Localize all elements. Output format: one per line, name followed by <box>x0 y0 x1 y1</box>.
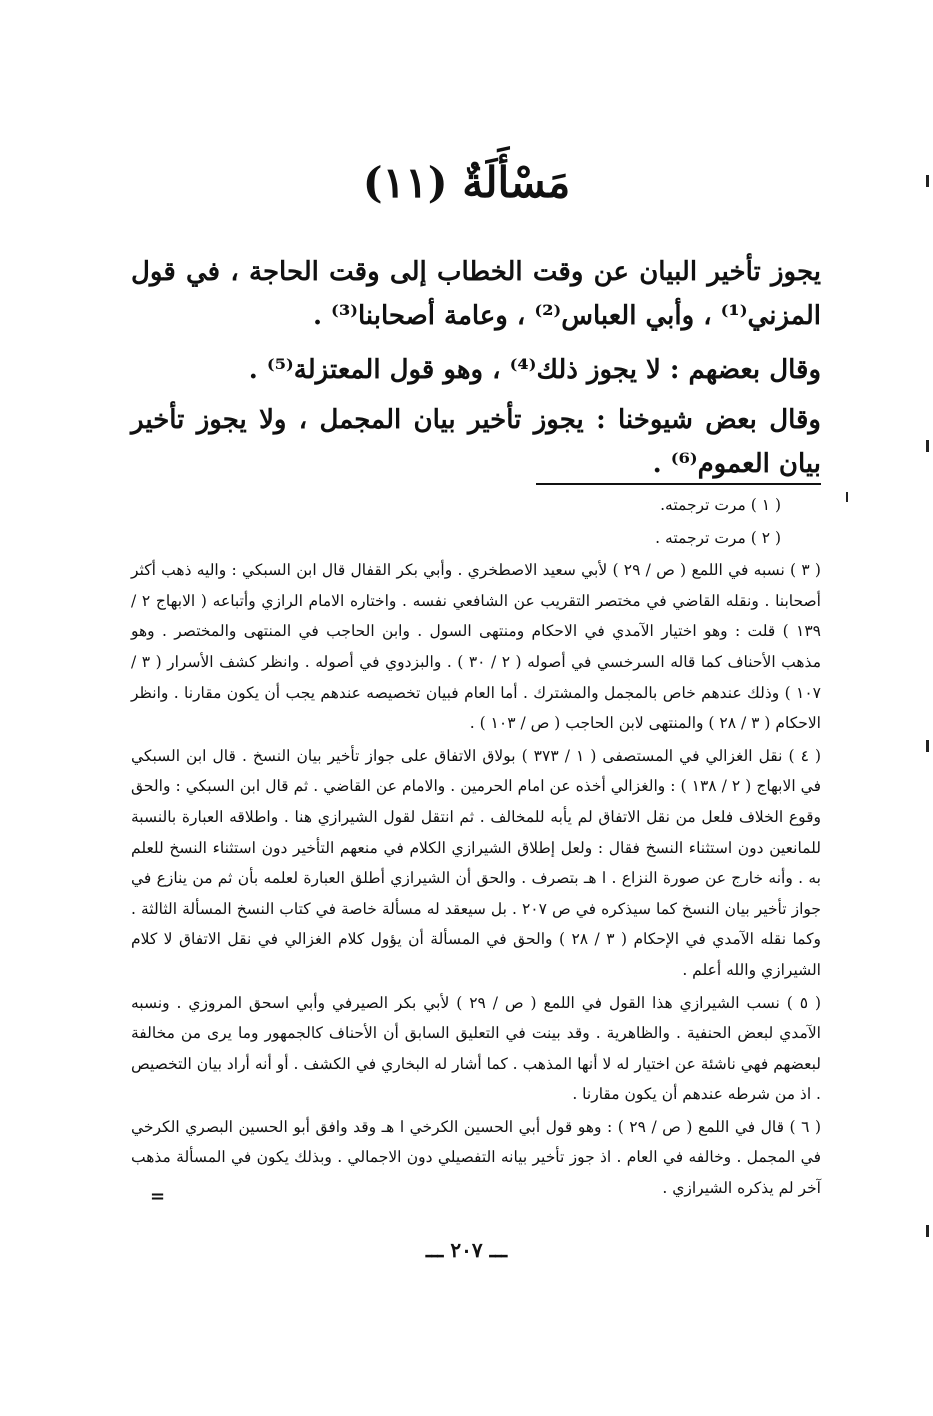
margin-mark <box>926 440 929 452</box>
footnote-2 <box>131 523 821 554</box>
footnote-2-text: ( ٢ ) مرت ترجمته . <box>655 528 781 547</box>
footnote-separator <box>536 483 821 485</box>
margin-mark <box>926 740 929 752</box>
margin-mark <box>846 492 848 502</box>
page-number: ـــ ٢٠٧ ـــ <box>425 1238 508 1262</box>
main-paragraph-3: وقال بعض شيوخنا : يجوز تأخير بيان المجمل ، ولا يجوز تأخير بيان العموم⁽⁶⁾ . <box>131 405 821 479</box>
footnote-3: ( ٣ ) نسبه في اللمع ( ص / ٢٩ ) لأبي سعيد الاصطخري . وأبي بكر القفال قال ابن السبكي : واليه ذهب أكثر أصحابنا . ونقله القاضي في مختصر التقريب عن الشافعي نفسه . واختاره الامام الرازي وأتباعه ( الابهاج ٢ / ١٣٩ ) قلت : وهو اختيار الآمدي في الاحكام ومنتهى السول . وابن الحاجب في المنتهى والمختصر . وهو مذهب الأحناف كما قاله السرخسي في أصوله ( ٢ / ٣٠ ) . والبزدوي في أصوله . وانظر كشف الأسرار ( ٣ / ١٠٧ ) وذلك عندهم خاص بالمجمل والمشترك . أما العام فبيان تخصيصه عندهم يجب أن يكون مقارنا . وانظر الاحكام ( ٣ / ٢٨ ) والمنتهى لابن الحاجب ( ص / ١٠٣ ) . <box>131 561 821 733</box>
margin-mark <box>926 175 929 187</box>
footnote-1-text: ( ١ ) مرت ترجمته. <box>660 496 781 514</box>
issue-heading: مَسْأَلَةٌ (١١) <box>362 158 571 207</box>
main-paragraph-2: وقال بعضهم : لا يجوز ذلك⁽⁴⁾ ، وهو قول المعتزلة⁽⁵⁾ . <box>248 355 821 385</box>
footnotes <box>131 490 821 1206</box>
footnote-6: ( ٦ ) قال في اللمع ( ص / ٢٩ ) : وهو قول أبي الحسين الكرخي ا هـ وقد وافق أبو الحسين البصري الكرخي في المجمل . وخالفه في العام . اذ جوز تأخير بيانه التفصيلي دون الاجمالي . وبذلك يكون في المسألة مذهب آخر لم يذكره الشيرازي . <box>131 1117 821 1198</box>
margin-mark <box>926 1225 929 1237</box>
footnote-1 <box>131 490 821 521</box>
main-paragraph-1: يجوز تأخير البيان عن وقت الخطاب إلى وقت الحاجة ، في قول المزني⁽¹⁾ ، وأبي العباس⁽²⁾ ، وعامة أصحابنا⁽³⁾ . <box>131 257 821 331</box>
equals-mark: = <box>150 1186 166 1207</box>
footnote-4: ( ٤ ) نقل الغزالي في المستصفى ( ١ / ٣٧٣ ) بولاق الاتفاق على جواز تأخير بيان النسخ . قال ابن السبكي في الابهاج ( ٢ / ١٣٨ ) : والغزالي أخذه عن امام الحرمين . والامام عن القاضي . ثم قال ابن السبكي : والحق وقوع الخلاف فلعل من نقل الاتفاق لم يأبه للمخالف . ثم انتقل لقول الشيرازي هنا . واطلاقه العبارة بالنسبة للمانعين دون استثناء النسخ فقال : ولعل إطلاق الشيرازي الكلام في منعهم التأخير دون استثناء النسخ للعلم به . وأنه خارج عن صورة النزاع . ا هـ بتصرف . والحق أن الشيرازي أطلق العبارة لعلمه بأن ثم من ينازع في جواز تأخير بيان النسخ كما سيذكره في ص ٢٠٧ . بل سيعقد له مسألة خاصة في كتاب النسخ المسألة الثالثة . وكما نقله الآمدي في الإحكام ( ٣ / ٢٨ ) والحق في المسألة أن يؤول كلام الغزالي في نقل الاتفاق لا كلام الشيرازي والله أعلم . <box>131 746 822 979</box>
footnote-5: ( ٥ ) نسب الشيرازي هذا القول في اللمع ( ص / ٢٩ ) لأبي بكر الصيرفي وأبي اسحق المروزي . ونسبه الآمدي لبعض الحنفية . والظاهرية . وقد بينت في التعليق السابق أن الأحناف كالجمهور وما يرى من مخالفة لبعضهم فهي ناشئة عن اختيار له لا أنها المذهب . كما أشار له البخاري في الكشف . أو أنه أراد بيان التخصيص . اذ من شرطه عندهم أن يكون مقارنا . <box>131 993 822 1104</box>
